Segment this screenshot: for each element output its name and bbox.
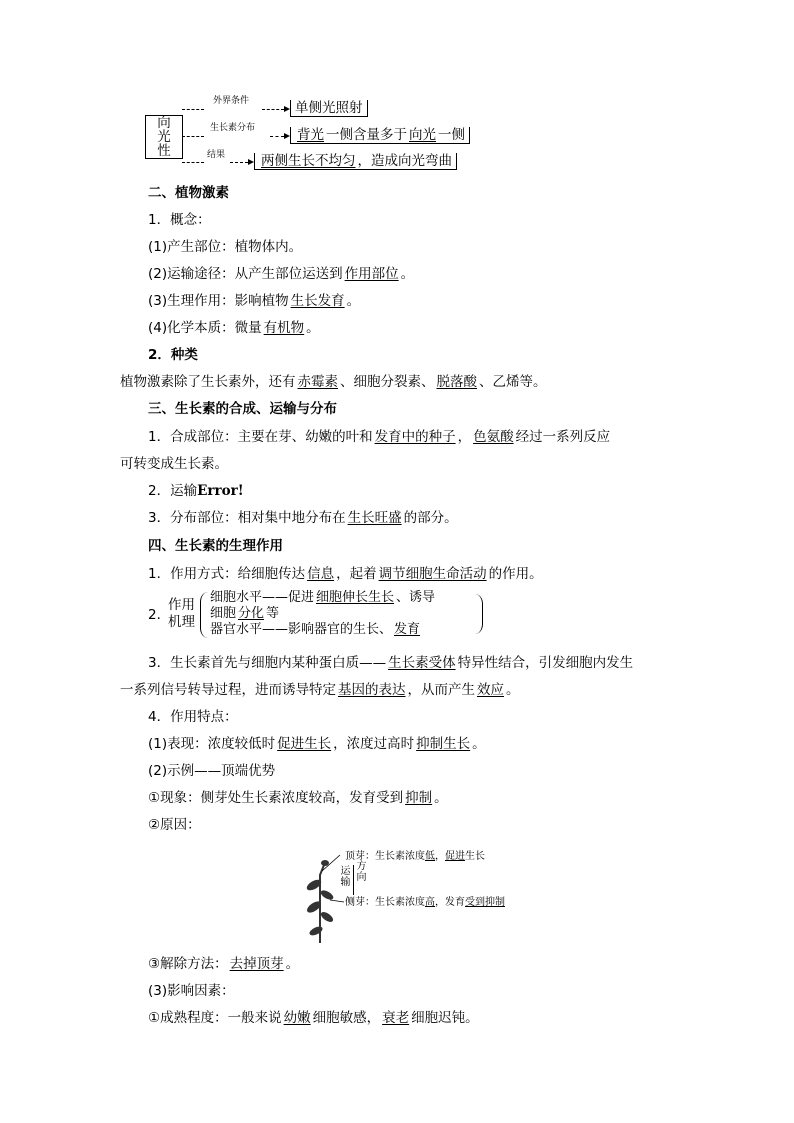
blank-answer: 细胞伸长生长: [316, 590, 395, 605]
paragraph: 2．运输Error!: [148, 483, 244, 499]
paragraph: (2)运输途径：从产生部位运送到 作用部位 。: [148, 266, 415, 282]
blank-answer: 去掉顶芽: [229, 956, 284, 972]
arrow-line: [353, 865, 354, 895]
blank-answer: 促进生长: [277, 736, 332, 752]
blank-answer: 生长发育: [290, 293, 345, 309]
figure-label-top: 顶芽：生长素浓度低，促进生长: [345, 851, 485, 862]
phototropism-label-box: [145, 115, 183, 159]
blank-answer: 信息: [307, 566, 335, 582]
blank-answer: 生长素受体: [388, 655, 456, 671]
blank-answer: 效应: [477, 682, 504, 698]
result-text: 一侧含量多于: [326, 127, 407, 143]
dash-line: [182, 109, 204, 110]
paragraph: 3．生长素首先与细胞内某种蛋白质—— 生长素受体 特异性结合，引发细胞内发生: [148, 655, 634, 671]
paragraph: 1．作用方式：给细胞传达 信息 ，起着 调节细胞生命活动 的作用。: [148, 566, 543, 582]
dash-line: [182, 136, 204, 137]
diagram-char: 性: [157, 143, 171, 159]
figure-label-side: 侧芽：生长素浓度高，发育受到抑制: [345, 897, 505, 908]
dash-line: [262, 109, 284, 110]
paragraph: (1)产生部位：植物体内。: [148, 239, 303, 255]
brace-icon: [474, 594, 483, 634]
paragraph: ③解除方法： 去掉顶芽 。: [148, 956, 300, 972]
blank-answer: 两侧生长不均匀: [261, 153, 356, 169]
dash-line: [182, 162, 204, 163]
blank-answer: 分化: [238, 606, 265, 621]
paragraph: 3．分布部位：相对集中地分布在 生长旺盛 的部分。: [148, 510, 458, 526]
paragraph: 一系列信号转导过程，进而诱导特定 基因的表达 ，从而产生 效应 。: [120, 682, 520, 698]
result-text: 单侧光照射: [295, 100, 363, 116]
blank-answer: 背光: [297, 127, 324, 143]
result-box: [254, 153, 457, 170]
result-box: [290, 100, 368, 117]
section-title: 四、生长素的生理作用: [148, 538, 283, 554]
brace-icon: [200, 592, 209, 638]
blank-answer: 作用部位: [344, 266, 399, 282]
mechanism-number: 2．: [148, 607, 171, 623]
paragraph: 1．概念：: [148, 212, 211, 228]
paragraph: (3)影响因素：: [148, 983, 235, 999]
blank-answer: 衰老: [382, 1010, 410, 1026]
paragraph: (1)表现：浓度较低时 促进生长 ，浓度过高时 抑制生长 。: [148, 736, 486, 752]
branch-label: 生长素分布: [210, 123, 256, 133]
figure-vertical-label: 运 输: [340, 866, 351, 888]
blank-answer: 幼嫩: [283, 1010, 311, 1026]
paragraph: (2)示例——顶端优势: [148, 763, 276, 779]
section-title: 三、生长素的合成、运输与分布: [148, 401, 337, 417]
blank-answer: 发育: [394, 622, 421, 637]
paragraph: ①成熟程度：一般来说 幼嫩 细胞敏感， 衰老 细胞迟钝。: [148, 1010, 479, 1026]
dash-line: [270, 136, 284, 137]
blank-answer: 抑制: [405, 790, 433, 806]
section-title: 二、植物激素: [148, 185, 229, 201]
paragraph: 1．合成部位：主要在芽、幼嫩的叶和 发育中的种子 ， 色氨酸 经过一系列反应: [148, 429, 611, 445]
blank-answer: 向光: [409, 127, 436, 143]
result-text: 一侧: [438, 127, 465, 143]
diagram-char: 向: [157, 115, 171, 131]
branch-label: 结果: [207, 150, 226, 160]
blank-answer: 发育中的种子: [374, 429, 456, 445]
subsection-title: 2．种类: [148, 347, 198, 363]
dash-line: [230, 162, 248, 163]
paragraph: (3)生理作用：影响植物 生长发育 。: [148, 293, 361, 309]
diagram-char: 光: [157, 129, 171, 145]
apical-dominance-figure: [300, 845, 540, 945]
figure-vertical-label: 方 向: [356, 861, 367, 883]
blank-answer: 基因的表达: [338, 682, 406, 698]
blank-answer: 有机物: [263, 320, 305, 336]
blank-answer: 调节细胞生命活动: [378, 566, 487, 582]
paragraph: 可转变成生长素。: [120, 456, 228, 472]
blank-answer: 色氨酸: [473, 429, 514, 445]
paragraph: (4)化学本质：微量 有机物 。: [148, 320, 320, 336]
blank-answer: 脱落酸: [436, 374, 477, 390]
paragraph: 4．作用特点：: [148, 709, 238, 725]
mechanism-label: 作用 机理: [168, 597, 195, 630]
mechanism-list: 细胞水平——促进 细胞伸长生长 、诱导 细胞 分化 等 器官水平——影响器官的生长、 发育: [210, 590, 436, 637]
paragraph: 植物激素除了生长素外，还有 赤霉素 、细胞分裂素、 脱落酸 、乙烯等。: [120, 374, 547, 390]
blank-answer: 抑制生长: [416, 736, 471, 752]
paragraph: ②原因：: [148, 817, 201, 833]
blank-answer: 赤霉素: [297, 374, 338, 390]
paragraph: ①现象：侧芽处生长素浓度较高，发育受到 抑制 。: [148, 790, 448, 806]
branch-label: 外界条件: [213, 96, 250, 106]
result-text: ，造成向光弯曲: [357, 153, 452, 169]
blank-answer: 生长旺盛: [347, 510, 402, 526]
result-box: [290, 127, 470, 144]
